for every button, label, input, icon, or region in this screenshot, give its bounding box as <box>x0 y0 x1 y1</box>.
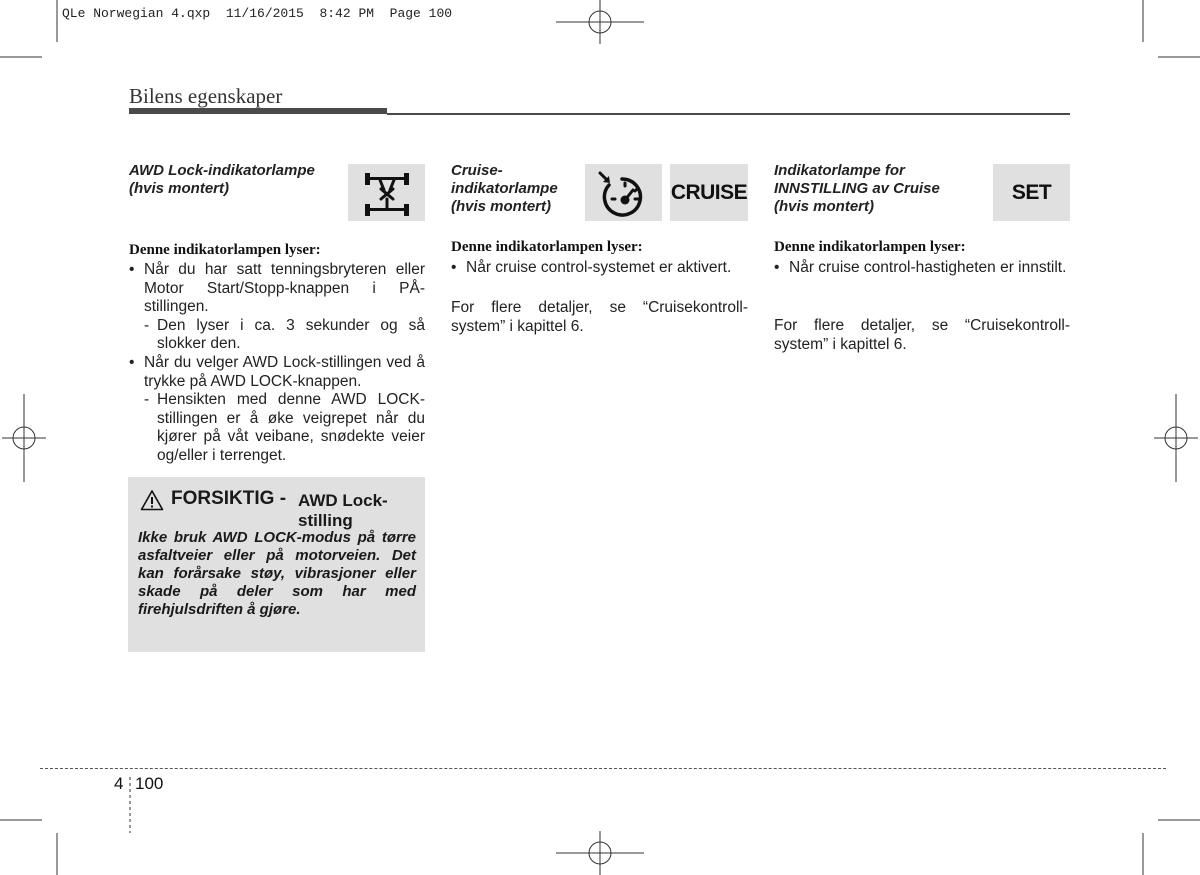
caution-word: FORSIKTIG - <box>171 488 287 509</box>
cruise-speedometer-icon <box>596 169 652 217</box>
caution-body: Ikke bruk AWD LOCK-modus på tørre asfaltveier eller på motorveien. Det kan forårsake støy, vibrasjoner eller skade på deler som har med firehjulsdriften å gjøre. <box>138 529 416 618</box>
header-rule-thick <box>129 108 387 114</box>
awd-lock-icon-box <box>348 164 425 221</box>
cruise-indicator-label-box <box>670 164 748 221</box>
footer-rule <box>40 768 1166 769</box>
set-indicator-label-box <box>993 164 1070 221</box>
list-item: • Når cruise control-hastigheten er innstilt. <box>774 259 1070 278</box>
section-title: Bilens egenskaper <box>129 84 283 108</box>
awd-lock-icon <box>362 168 412 218</box>
cruise-list <box>451 259 748 278</box>
warning-triangle-icon <box>140 489 164 511</box>
set-heading: Indikatorlampe for INNSTILLING av Cruise (hvis montert) <box>774 162 940 215</box>
set-list <box>774 259 1070 278</box>
cruise-reference: For flere detaljer, se “Cruisekontroll-system” i kapittel 6. <box>451 299 748 335</box>
cruise-indicator-label: CRUISE <box>670 180 748 204</box>
cruise-heading: Cruise- indikatorlampe (hvis montert) <box>451 162 558 215</box>
list-item: • Når du har satt tenningsbryteren eller Motor Start/Stopp-knappen i PÅ-stillingen. <box>129 261 425 317</box>
header-rule-thin <box>387 113 1070 115</box>
awd-list <box>129 261 425 466</box>
caution-subtitle: AWD Lock- <box>298 491 388 510</box>
awd-lead: Denne indikatorlampen lyser: <box>129 242 321 258</box>
set-reference: For flere detaljer, se “Cruisekontroll-system” i kapittel 6. <box>774 317 1070 353</box>
set-indicator-label: SET <box>1011 180 1052 204</box>
caution-box <box>128 477 425 652</box>
list-item: • Når du velger AWD Lock-stillingen ved å trykke på AWD LOCK-knappen. <box>129 354 425 391</box>
file-slug: QLe Norwegian 4.qxp 11/16/2015 8:42 PM Page 100 <box>62 6 453 21</box>
awd-lock-heading: AWD Lock-indikatorlampe (hvis montert) <box>129 162 315 197</box>
page-number: 100 <box>135 774 164 793</box>
list-item: - Hensikten med denne AWD LOCK-stillingen er å øke veigrepet når du kjører på våt veibane, snødekte veier og/eller i terrenget. <box>129 391 425 465</box>
set-lead: Denne indikatorlampen lyser: <box>774 239 966 255</box>
caution-subtitle: stilling <box>298 511 353 530</box>
cruise-lead: Denne indikatorlampen lyser: <box>451 239 643 255</box>
list-item: - Den lyser i ca. 3 sekunder og så slokker den. <box>129 317 425 354</box>
chapter-number: 4 <box>114 774 124 793</box>
cruise-icon-box <box>585 164 662 221</box>
list-item: • Når cruise control-systemet er aktivert. <box>451 259 748 278</box>
